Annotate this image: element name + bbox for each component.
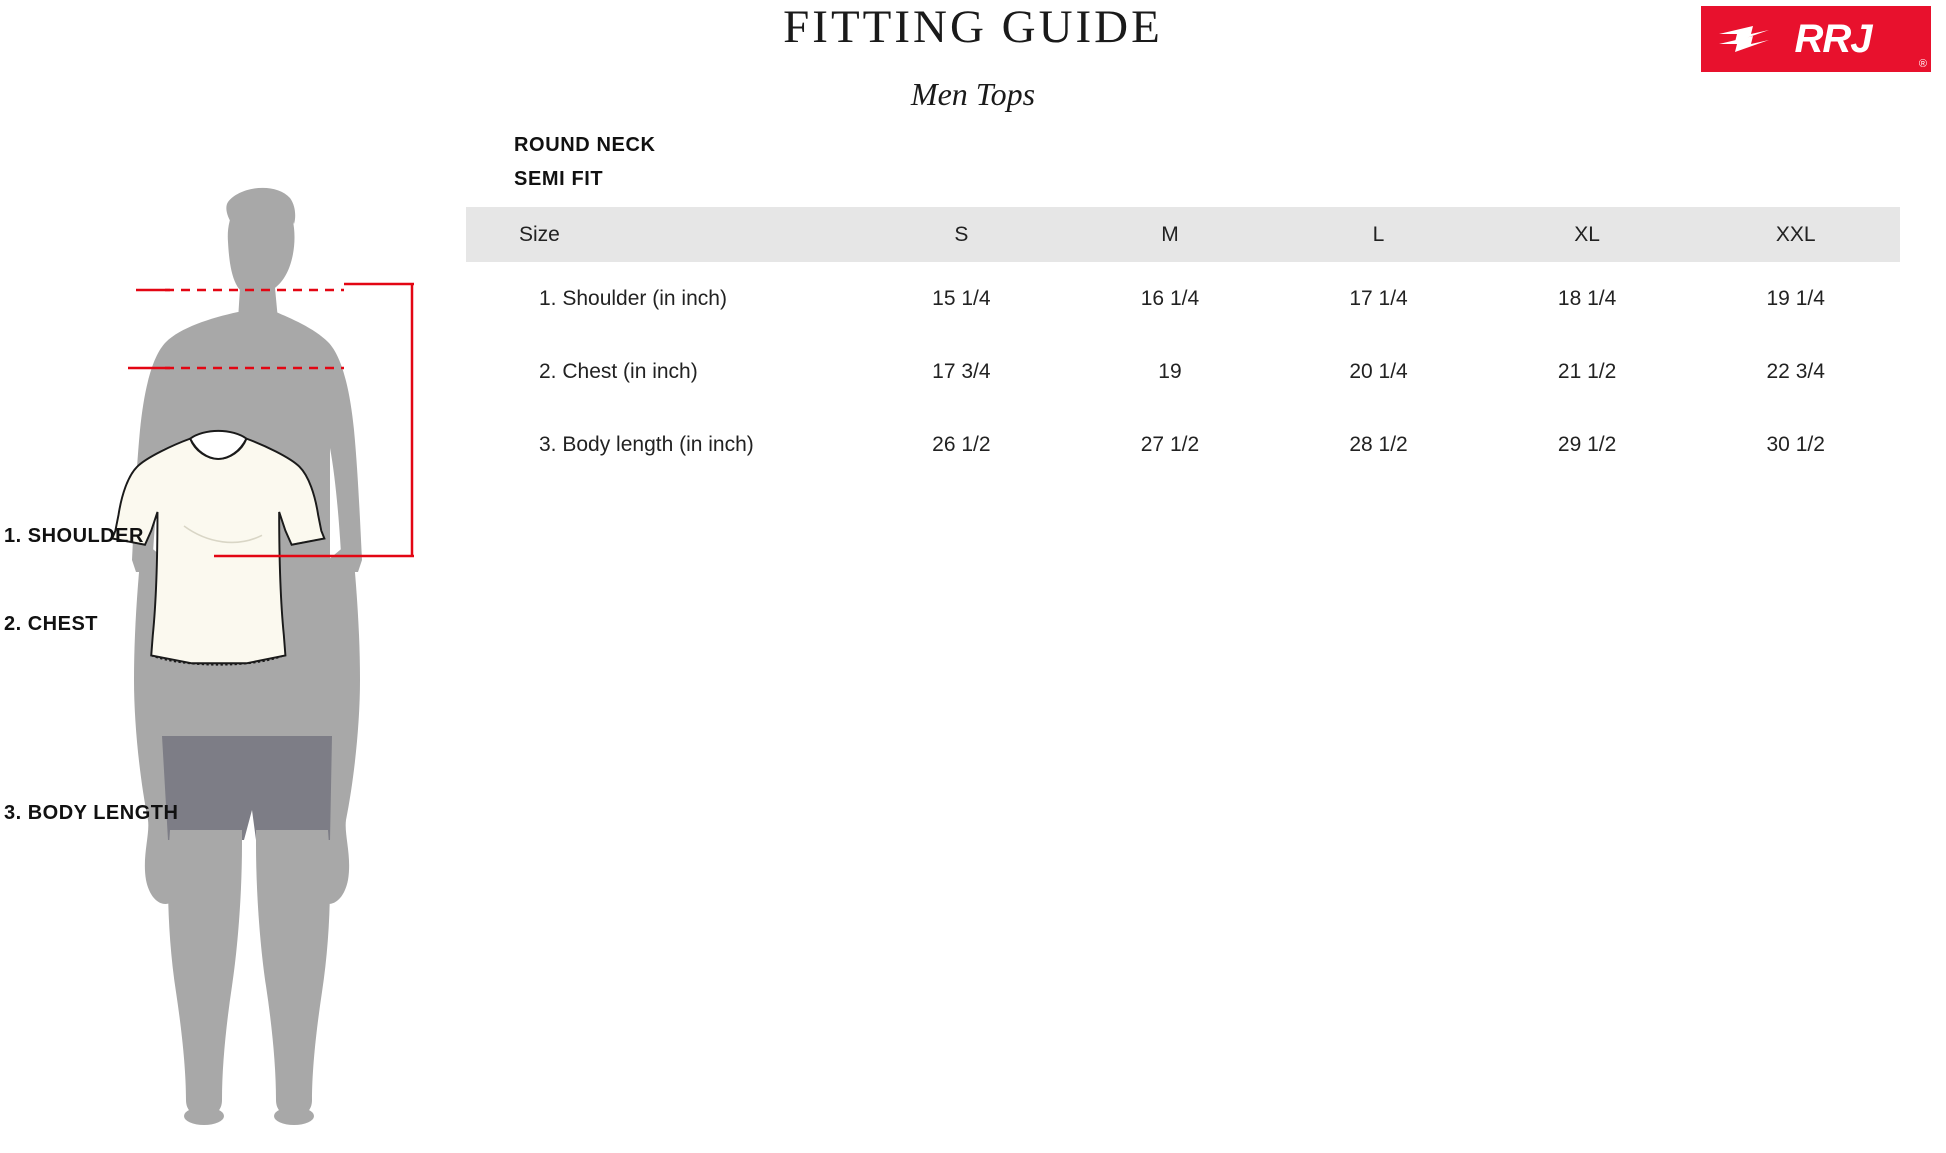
cell-shoulder-s: 15 1/4 (932, 286, 991, 310)
cell-chest-l: 20 1/4 (1349, 359, 1408, 383)
column-header-xl: XL (1483, 207, 1692, 262)
cell-shoulder-xxl: 19 1/4 (1766, 286, 1825, 310)
column-header-l: L (1274, 207, 1483, 262)
table-row (466, 262, 1900, 335)
cell-chest-m: 19 (1158, 359, 1182, 383)
cell-chest-xxl: 22 3/4 (1766, 359, 1825, 383)
logo-text: RRJ (1794, 16, 1872, 61)
column-header-s: S (857, 207, 1066, 262)
table-row (466, 335, 1900, 408)
cell-chest-xl: 21 1/2 (1557, 359, 1617, 383)
swoosh-icon (1717, 20, 1771, 58)
column-header-xxl: XXL (1691, 207, 1900, 262)
cell-body-length-m: 27 1/2 (1140, 432, 1200, 456)
cell-body-length-xxl: 30 1/2 (1766, 432, 1825, 456)
size-chart-table (466, 207, 1900, 481)
cell-chest-s: 17 3/4 (932, 359, 991, 383)
page-title: FITTING GUIDE (783, 1, 1163, 53)
registered-mark: ® (1918, 58, 1927, 70)
column-header-size: Size (466, 207, 857, 262)
measurement-diagram (0, 180, 470, 1130)
cell-shoulder-m: 16 1/4 (1140, 286, 1200, 310)
rrj-logo (1701, 6, 1931, 72)
table-header-row (466, 207, 1900, 262)
row-label-shoulder: 1. Shoulder (in inch) (539, 286, 727, 310)
column-header-m: M (1066, 207, 1275, 262)
cell-body-length-l: 28 1/2 (1349, 432, 1408, 456)
label-body-length: 3. BODY LENGTH (4, 802, 179, 824)
table-row (466, 408, 1900, 481)
row-label-chest: 2. Chest (in inch) (539, 359, 698, 383)
cell-shoulder-xl: 18 1/4 (1557, 286, 1617, 310)
fit-type-cut: SEMI FIT (514, 168, 604, 190)
cell-body-length-s: 26 1/2 (932, 432, 991, 456)
row-label-body-length: 3. Body length (in inch) (539, 432, 754, 456)
page-subtitle: Men Tops (910, 76, 1036, 112)
mannequin-illustration (0, 180, 470, 1130)
label-shoulder: 1. SHOULDER (4, 525, 144, 547)
fit-type-neck: ROUND NECK (514, 134, 656, 156)
cell-shoulder-l: 17 1/4 (1349, 286, 1408, 310)
label-chest: 2. CHEST (4, 613, 99, 635)
cell-body-length-xl: 29 1/2 (1557, 432, 1617, 456)
